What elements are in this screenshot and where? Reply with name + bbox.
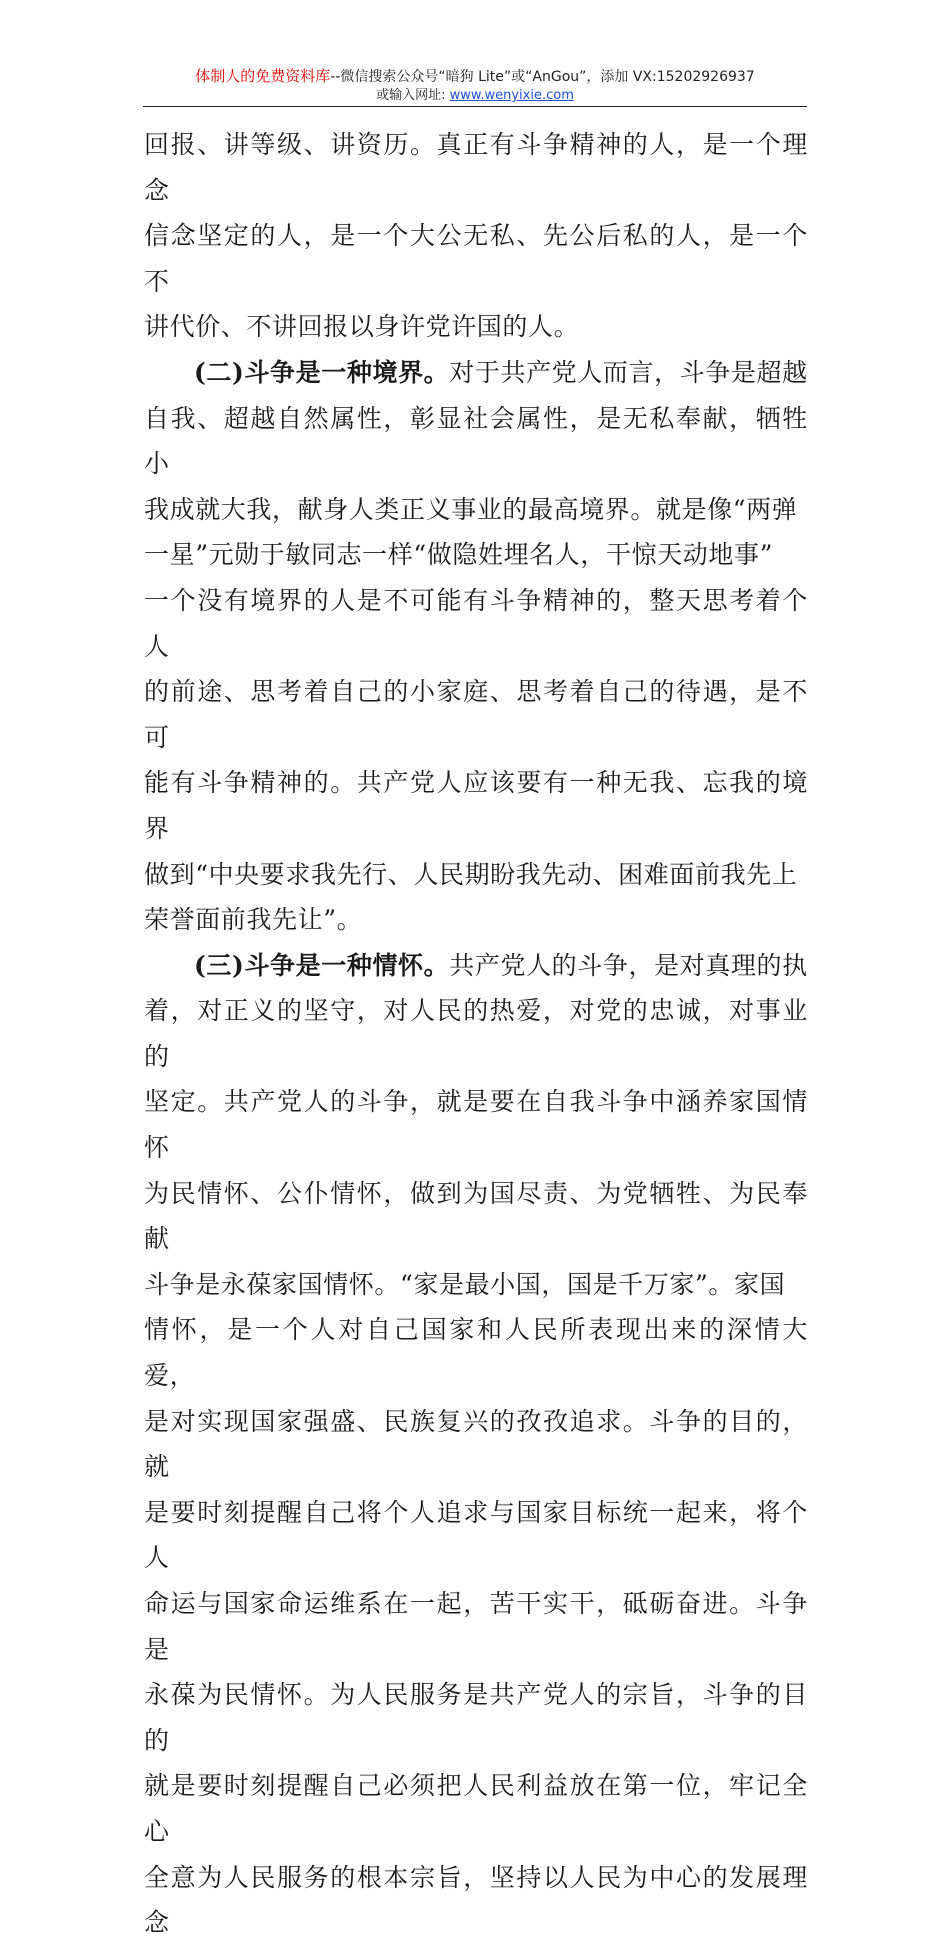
text-line: 对于共产党人而言，斗争是超越 [449, 357, 808, 387]
page-header [143, 66, 807, 105]
header-brand: 体制人的免费资料库 [195, 67, 331, 85]
text-line: 为民情怀、公仆情怀，做到为国尽责、为党牺牲、为民奉献 [144, 1178, 808, 1254]
text-line: 斗争是永葆家国情怀。“家是最小国，国是千万家”。家国 [144, 1269, 786, 1299]
text-line: 是要时刻提醒自己将个人追求与国家目标统一起来，将个人 [144, 1497, 808, 1573]
text-line: 命运与国家命运维系在一起，苦干实干，砥砺奋进。斗争是 [144, 1589, 808, 1664]
text-line: 就是要时刻提醒自己必须把人民利益放在第一位，牢记全心 [144, 1771, 808, 1846]
header-url-prefix: 或输入网址: [376, 88, 450, 103]
text-line: 自我、超越自然属性，彰显社会属性，是无私奉献，牺牲小 [144, 403, 808, 479]
header-url-link[interactable]: www.wenyixie.com [449, 88, 574, 103]
text-line: 荣誉面前我先让”。 [144, 905, 363, 935]
text-line: 讲代价、不讲回报以身许党许国的人。 [144, 312, 580, 342]
header-notice: --微信搜索公众号“暗狗 Lite”或“AnGou”，添加 VX:15202926937 [330, 69, 755, 85]
text-line: 信念坚定的人，是一个大公无私、先公后私的人，是一个不 [144, 221, 808, 296]
text-line: 的前途、思考着自己的小家庭、思考着自己的待遇，是不可 [144, 677, 808, 752]
paragraph-realm [144, 350, 808, 943]
text-line: 一星”元勋于敏同志一样“做隐姓埋名人，干惊天动地事” [144, 540, 773, 570]
text-line: 全意为人民服务的根本宗旨，坚持以人民为中心的发展理念 [144, 1862, 808, 1938]
text-line: 回报、讲等级、讲资历。真正有斗争精神的人，是一个理念 [144, 130, 808, 205]
header-divider [143, 106, 807, 107]
section-heading-realm: (二)斗争是一种境界。 [194, 357, 450, 387]
document-body [144, 122, 808, 1946]
header-url-line [143, 87, 807, 105]
text-line: 永葆为民情怀。为人民服务是共产党人的宗旨，斗争的目的 [144, 1680, 808, 1755]
section-heading-sentiment: (三)斗争是一种情怀。 [194, 950, 450, 980]
text-line: 共产党人的斗争，是对真理的执 [449, 950, 808, 980]
text-line: 着，对正义的坚守，对人民的热爱，对党的忠诚，对事业的 [144, 996, 808, 1071]
paragraph-continuation [144, 122, 808, 350]
text-line: 是对实现国家强盛、民族复兴的孜孜追求。斗争的目的，就 [144, 1406, 808, 1482]
text-line: 坚定。共产党人的斗争，就是要在自我斗争中涵养家国情怀 [144, 1087, 808, 1163]
text-line: 做到“中央要求我先行、人民期盼我先动、困难面前我先上 [144, 859, 798, 889]
text-line: 能有斗争精神的。共产党人应该要有一种无我、忘我的境界 [144, 768, 808, 843]
text-line: 我成就大我，献身人类正义事业的最高境界。就是像“两弹 [144, 494, 798, 524]
paragraph-sentiment [144, 943, 808, 1946]
text-line: 情怀，是一个人对自己国家和人民所表现出来的深情大爱， [144, 1315, 808, 1391]
header-notice-line [143, 66, 807, 87]
text-line: 一个没有境界的人是不可能有斗争精神的，整天思考着个人 [144, 585, 808, 661]
